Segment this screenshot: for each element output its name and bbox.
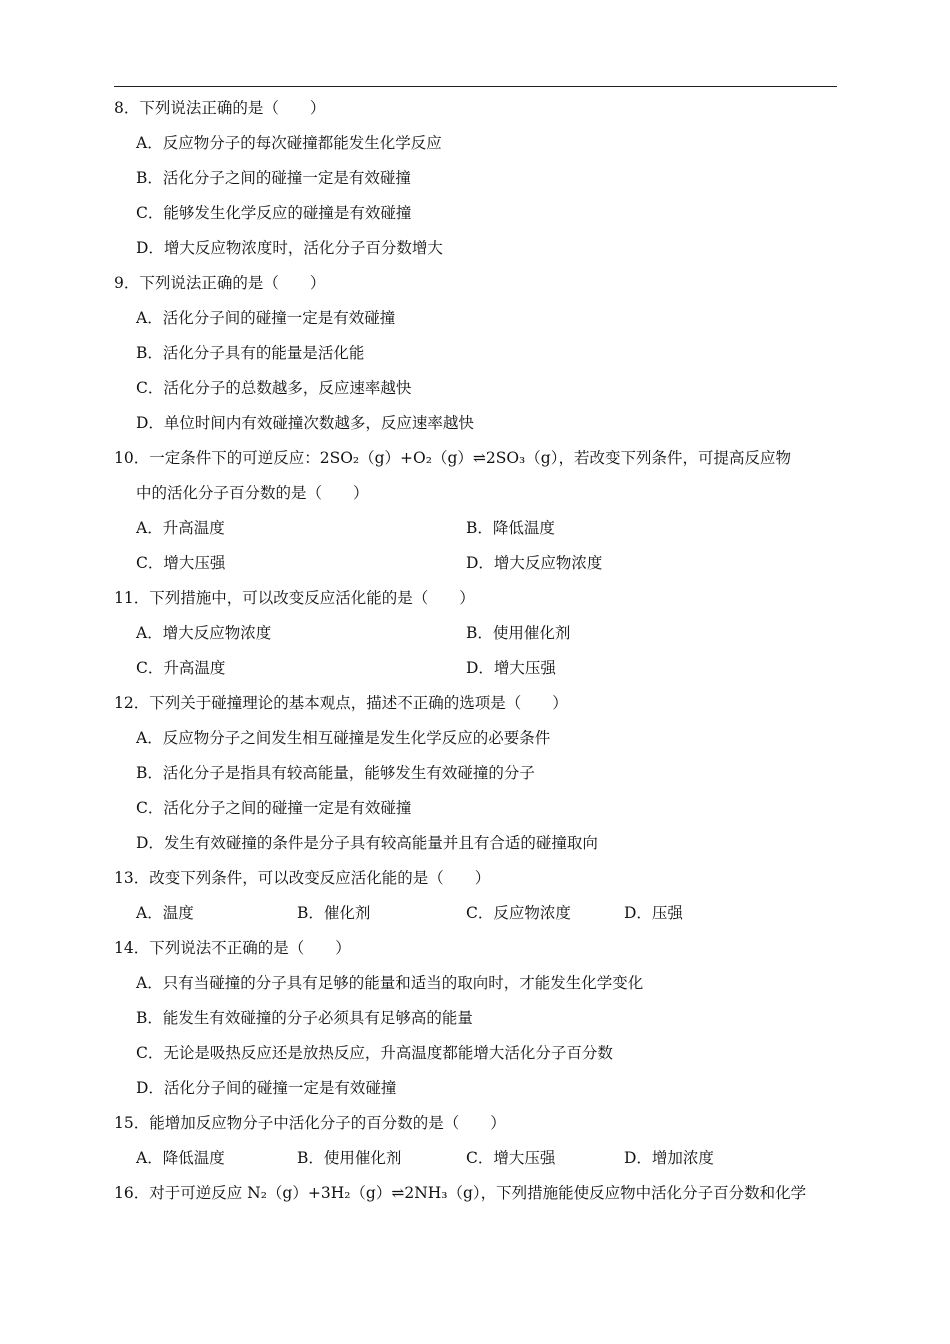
- question-14-option-c: C．无论是吸热反应还是放热反应，升高温度都能增大活化分子百分数: [136, 1044, 613, 1062]
- question-9-option-a: A．活化分子间的碰撞一定是有效碰撞: [136, 309, 396, 327]
- question-11-option-b: B．使用催化剂: [466, 624, 571, 642]
- question-11-option-a: A．增大反应物浓度: [136, 624, 272, 642]
- question-10-options-row-1: [114, 517, 838, 539]
- question-10-option-b: B．降低温度: [466, 519, 555, 537]
- question-15-option-a: A．降低温度: [136, 1149, 225, 1167]
- question-9-option-c: C．活化分子的总数越多，反应速率越快: [136, 379, 412, 397]
- question-10-stem: 10．一定条件下的可逆反应：2SO₂（g）+O₂（g）⇌2SO₃（g），若改变下列条件，可提高反应物: [114, 449, 791, 467]
- question-15-options-row: [114, 1147, 838, 1169]
- question-13-option-b: B．催化剂: [297, 904, 371, 922]
- question-11-options-row-2: [114, 657, 838, 679]
- question-13-option-d: D．压强: [624, 904, 683, 922]
- question-9-stem: 9．下列说法正确的是（ ）: [114, 274, 326, 292]
- header-rule: [114, 86, 837, 87]
- question-8-option-b: B．活化分子之间的碰撞一定是有效碰撞: [136, 169, 411, 187]
- question-16-stem: 16．对于可逆反应 N₂（g）+3H₂（g）⇌2NH₃（g），下列措施能使反应物中活化分子百分数和化学: [114, 1184, 807, 1202]
- question-10-option-c: C．增大压强: [136, 554, 226, 572]
- question-13-options-row: [114, 902, 838, 924]
- question-8-option-a: A．反应物分子的每次碰撞都能发生化学反应: [136, 134, 442, 152]
- question-9-option-b: B．活化分子具有的能量是活化能: [136, 344, 365, 362]
- question-15-option-c: C．增大压强: [466, 1149, 556, 1167]
- question-13-stem: 13．改变下列条件，可以改变反应活化能的是（ ）: [114, 869, 491, 887]
- question-14-option-d: D．活化分子间的碰撞一定是有效碰撞: [136, 1079, 397, 1097]
- question-15-stem: 15．能增加反应物分子中活化分子的百分数的是（ ）: [114, 1114, 506, 1132]
- question-9-option-d: D．单位时间内有效碰撞次数越多，反应速率越快: [136, 414, 474, 432]
- question-12-stem: 12．下列关于碰撞理论的基本观点，描述不正确的选项是（ ）: [114, 694, 568, 712]
- question-list: [114, 97, 838, 1217]
- question-10-options-row-2: [114, 552, 838, 574]
- question-12-option-d: D．发生有效碰撞的条件是分子具有较高能量并且有合适的碰撞取向: [136, 834, 598, 852]
- question-12-option-a: A．反应物分子之间发生相互碰撞是发生化学反应的必要条件: [136, 729, 551, 747]
- question-14-option-b: B．能发生有效碰撞的分子必须具有足够高的能量: [136, 1009, 473, 1027]
- question-10-stem-continued: 中的活化分子百分数的是（ ）: [136, 484, 369, 502]
- question-10-option-a: A．升高温度: [136, 519, 225, 537]
- question-15-option-b: B．使用催化剂: [297, 1149, 402, 1167]
- question-8-option-c: C．能够发生化学反应的碰撞是有效碰撞: [136, 204, 412, 222]
- question-12-option-b: B．活化分子是指具有较高能量，能够发生有效碰撞的分子: [136, 764, 535, 782]
- question-11-option-c: C．升高温度: [136, 659, 226, 677]
- question-12-option-c: C．活化分子之间的碰撞一定是有效碰撞: [136, 799, 412, 817]
- question-8-option-d: D．增大反应物浓度时，活化分子百分数增大: [136, 239, 443, 257]
- question-15-option-d: D．增加浓度: [624, 1149, 714, 1167]
- question-11-option-d: D．增大压强: [466, 659, 556, 677]
- question-8-stem: 8．下列说法正确的是（ ）: [114, 99, 326, 117]
- question-14-option-a: A．只有当碰撞的分子具有足够的能量和适当的取向时，才能发生化学变化: [136, 974, 644, 992]
- question-11-options-row-1: [114, 622, 838, 644]
- question-13-option-c: C．反应物浓度: [466, 904, 571, 922]
- question-14-stem: 14．下列说法不正确的是（ ）: [114, 939, 351, 957]
- question-13-option-a: A．温度: [136, 904, 194, 922]
- question-10-option-d: D．增大反应物浓度: [466, 554, 603, 572]
- question-11-stem: 11．下列措施中，可以改变反应活化能的是（ ）: [114, 589, 475, 607]
